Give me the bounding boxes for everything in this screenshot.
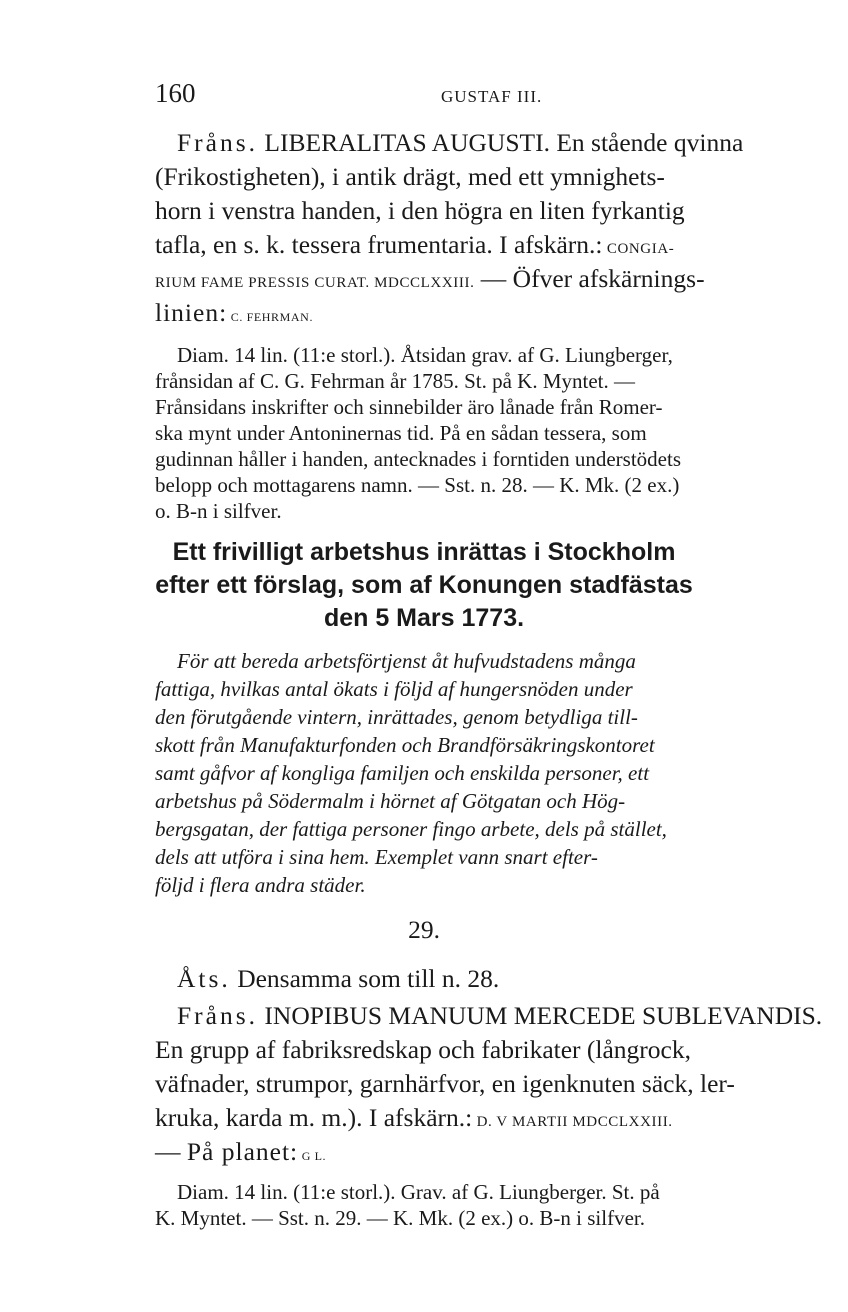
entry-28-line-6 [155,298,313,328]
field-initials: G L. [298,1149,327,1163]
entry-28-note-6: belopp och mottagarens namn. — Sst. n. 28. — K. Mk. (2 ex.) [155,473,680,497]
legend-text: INOPIBUS MANUUM MERCEDE SUBLEVANDIS. [258,1001,823,1030]
ats-label: Åts. [177,964,231,993]
entry-28-line-1 [177,128,743,158]
entry-28-note-1: Diam. 14 lin. (11:e storl.). Åtsidan grav. af G. Liungberger, [177,343,673,367]
italic-line-4: skott från Manufakturfonden och Brandförsäkringskontoret [155,733,655,757]
entry-29-note-2: K. Myntet. — Sst. n. 29. — K. Mk. (2 ex.) o. B-n i silfver. [155,1206,645,1230]
italic-line-8: dels att utföra i sina hem. Exemplet vann snart efter- [155,845,598,869]
italic-line-1: För att bereda arbetsförtjenst åt hufvudstadens många [177,649,636,673]
engraver-signature: C. FEHRMAN. [227,310,314,324]
page-number: 160 [155,78,196,108]
legend-text: LIBERALITAS AUGUSTI. En stående qvinna [258,128,744,157]
page-header [155,78,815,112]
entry-28-line-2: (Frikostigheten), i antik drägt, med ett ymnighets- [155,162,665,191]
ats-text: Densamma som till n. 28. [230,964,500,993]
section-title-line-1: Ett frivilligt arbetshus inrättas i Stockholm [172,538,676,566]
entry-29-line-2: väfnader, strumpor, garnhärfvor, en igenknuten säck, ler- [155,1069,735,1098]
exergue-inscription: D. V MARTII MDCCLXXIII. [472,1114,673,1130]
frans-label: Fråns. [177,1001,259,1030]
italic-line-7: bergsgatan, der fattiga personer fingo arbete, dels på stället, [155,817,667,841]
line-text: tafla, en s. k. tessera frumentaria. I afskärn.: [155,230,603,259]
line-text: — Öfver afskärnings- [474,264,705,293]
linien-label: linien: [155,298,228,327]
frans-label: Fråns. [177,128,259,157]
italic-line-9: följd i flera andra städer. [155,873,366,897]
entry-28-note-7: o. B-n i silfver. [155,499,282,523]
exergue-inscription-start: CONGIA- [602,241,675,257]
italic-line-5: samt gåfvor af kongliga familjen och enskilda personer, ett [155,761,650,785]
entry-29-line-1: En grupp af fabriksredskap och fabrikater (långrock, [155,1035,691,1064]
section-title-line-2: efter ett förslag, som af Konungen stadfästas [155,571,693,599]
running-title: GUSTAF III. [441,87,543,106]
italic-line-3: den förutgående vintern, inrättades, genom betydliga till- [155,705,638,729]
entry-28-note-4: ska mynt under Antoninernas tid. På en sådan tessera, som [155,421,647,445]
entry-29-note-1: Diam. 14 lin. (11:e storl.). Grav. af G. Liungberger. St. på [177,1180,660,1204]
entry-28-line-5 [155,264,705,294]
entry-28-note-3: Frånsidans inskrifter och sinnebilder äro lånade från Romer- [155,395,663,419]
line-text: kruka, karda m. m.). I afskärn.: [155,1103,473,1132]
entry-29-line-3 [155,1103,673,1133]
entry-29-ats [177,964,499,994]
planet-label: På planet: [186,1137,299,1166]
entry-29-line-4 [155,1137,326,1167]
section-title-line-3: den 5 Mars 1773. [323,604,525,632]
entry-28-note-5: gudinnan håller i handen, antecknades i forntiden understödets [155,447,682,471]
entry-28-line-3: horn i venstra handen, i den högra en liten fyrkantig [155,196,685,225]
entry-29-number: 29. [408,915,440,944]
entry-28-line-4 [155,230,674,260]
entry-28-note-2: frånsidan af C. G. Fehrman år 1785. St. på K. Myntet. — [155,369,635,393]
line-text: — [155,1137,187,1166]
entry-29-frans [177,1001,822,1031]
exergue-inscription: RIUM FAME PRESSIS CURAT. MDCCLXXIII. [155,275,475,291]
italic-line-2: fattiga, hvilkas antal ökats i följd af hungersnöden under [155,677,633,701]
italic-line-6: arbetshus på Södermalm i hörnet af Götgatan och Hög- [155,789,626,813]
